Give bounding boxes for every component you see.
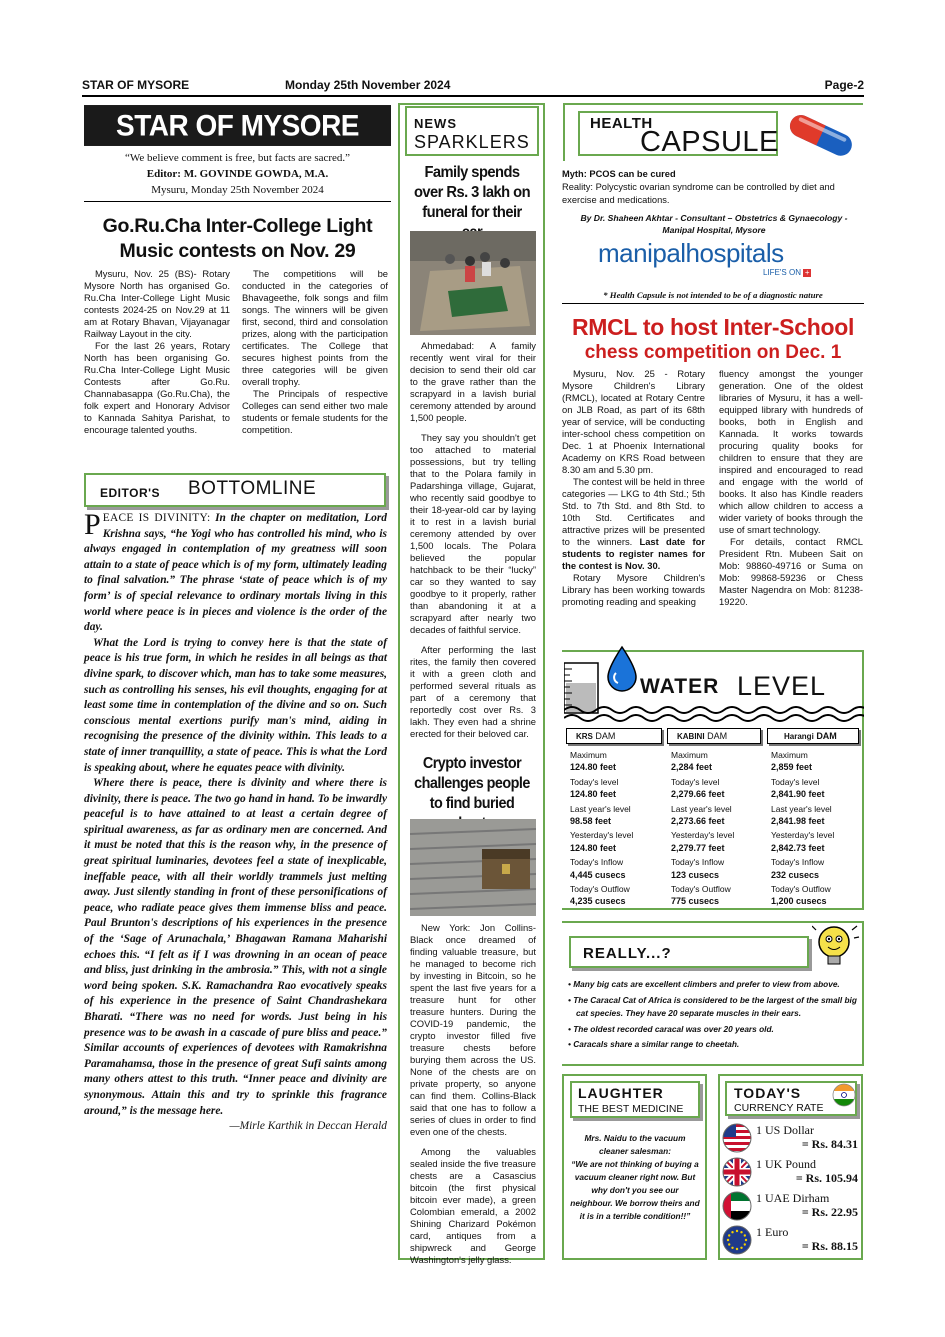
rmcl-paragraph	[562, 476, 705, 572]
stat-value: 2,273.66 feet	[671, 816, 725, 827]
rmcl-paragraph: Mysuru, Nov. 25 - Rotary Mysore Children's Library (RMCL), located at Rotary Centre on JLB Road, as part of its 68th year of service, will be conducting inter-school chess competition on Dec. 1 at Phoenix International Academy on KRS Road between 8.30 am and 5.30 pm.	[562, 368, 705, 475]
myth-text: Myth: PCOS can be cured	[562, 169, 676, 179]
joke-intro: Mrs. Naidu to the vacuum cleaner salesman:	[584, 1133, 686, 1156]
stat-label: Today's Inflow	[671, 857, 725, 868]
fact-item: • The Caracal Cat of Africa is considered to be the largest of the small big cat species. They have 20 separate muscles in their ears.	[568, 994, 857, 1018]
stat-value: 2,279.66 feet	[671, 789, 725, 800]
currency-label-bold: TODAY'S	[734, 1085, 802, 1101]
dam-stats	[566, 749, 662, 908]
story2-body	[410, 922, 536, 1266]
bottomline-para: Where there is peace, there is divinity and where there is divinity, there is peace. The two go hand in hand. To be inwardly peaceful is to have attained to at least a certain degree of spiritual awareness, as far as ordinary men are concerned. And it must be noted that this is the reason why, in the presence of great spiritual luminaries, devotees feel a state of inexplicable, ineffable peace, with all their worldly trammels just melting away. Just silently standing in front of these personifications of peace, who radiate peace gives them immense bliss and peace. Paul Brunton's descriptions of his experiences in the presence of the ‘Sage of Arunachala,’ Bhagawan Ramana Maharishi echoes this. “I felt as if I was drowning in an ocean of peace and bliss, just drinking in the ambrosia.” This, with not a single word being spoken. S.K. Ramachandra Rao evocatively speaks of his experience in the presence of Saint Chandrashekara Bharati. “There was no need for words. Just being in his presence was to be awash in a cascade of pure bliss and peace.” Similar accounts of experiences of devotees with Ramakrishna Paramahamsa, those in the presence of great Sufi saints among many others attest to this truth. “Inner peace and divinity are synonymous. Attain this and try to sprinkle this fragrance around,” is the message here.	[84, 777, 387, 1117]
article-paragraph: The Principals of respective Colleges can send either two male students or female students for the competition.	[242, 388, 388, 435]
bottomline-body	[84, 508, 387, 1135]
article-col-1	[84, 268, 230, 436]
dam-header	[566, 728, 662, 744]
stat-value: 4,445 cusecs	[570, 869, 626, 880]
article-headline: Go.Ru.Cha Inter-College Light Music contests on Nov. 29	[102, 215, 373, 262]
us-flag-icon	[722, 1123, 752, 1153]
rmcl-col-1	[562, 368, 705, 608]
article-paragraph: The competitions will be conducted in the categories of Bhavageethe, folk songs and film songs. The winners will be given first, second, third and consolation prizes, along with the participation certificates. The College that secures highest points from the three categories will be given overall trophy.	[242, 268, 388, 387]
capsule-icon	[778, 108, 863, 163]
lead-in: EACE IS DIVINITY:	[102, 512, 211, 524]
manipal-tagline	[763, 268, 811, 277]
drop-cap: P	[84, 508, 101, 541]
health-label-light: CAPSULE	[640, 126, 779, 158]
dam-name: KABINI	[677, 732, 705, 741]
issue-date: Monday 25th November 2024	[285, 78, 451, 92]
masthead-logo: STAR OF MYSORE	[84, 105, 391, 146]
rmcl-text: The contest will be held in three categories — LKG to 4th Std.; 5th Std. to 7th Std. and 8th Std. to 10th Std. Certificates and attractive prizes will be presented to the winners.	[562, 476, 705, 547]
paper-name: STAR OF MYSORE	[82, 78, 190, 92]
rmcl-deadline: Last date for students to register names for the contest is Nov. 30.	[562, 536, 705, 571]
story-paragraph: New York: Jon Collins-Black once dreamed of finding valuable treasure, but he managed to become rich by investing in Bitcoin, so he spent the last five years for a treasure hunt for other treasure hunters. During the COVID-19 pandemic, the crypto investor filled five treasure chests before burying them across the US. None of the chests are on private property, so anyone can find them. Collins-Black said that one has to follow a series of clues in order to find even one of the chests.	[410, 922, 536, 1137]
currency-value: = Rs. 22.95	[801, 1205, 858, 1219]
india-flag-icon	[832, 1083, 856, 1107]
rmcl-headline	[562, 313, 864, 365]
stat-label: Yesterday's level	[570, 830, 634, 841]
stat-value: 98.58 feet	[570, 816, 612, 827]
dam-stats	[767, 749, 859, 908]
funeral-photo	[410, 231, 536, 335]
rmcl-paragraph: Rotary Mysore Children's Library has been working towards promoting reading and speaking	[562, 572, 705, 607]
masthead-block	[84, 150, 391, 198]
stat-label: Today's Outflow	[671, 884, 731, 895]
stat-label: Today's level	[771, 776, 820, 787]
stat-value: 2,841.98 feet	[771, 816, 825, 827]
laughter-label-bold: LAUGHTER	[578, 1085, 664, 1101]
stat-value: 2,841.90 feet	[771, 789, 825, 800]
currency-value: = Rs. 84.31	[801, 1137, 858, 1151]
stat-label: Maximum	[570, 750, 607, 760]
manipal-logo: manipalhospitals	[598, 238, 784, 268]
sparklers-label-box	[405, 106, 539, 156]
joke-text	[570, 1132, 700, 1223]
stat-label: Today's Outflow	[570, 884, 630, 895]
article-col-2	[242, 268, 388, 436]
rmcl-headline-1: RMCL to host Inter-School	[571, 314, 855, 340]
stat-label: Last year's level	[570, 803, 631, 814]
water-label-light: LEVEL	[737, 671, 827, 701]
stat-label: Today's Inflow	[570, 857, 624, 868]
story1-body	[410, 340, 536, 740]
health-body	[562, 168, 864, 207]
stat-label: Maximum	[671, 750, 708, 760]
dateline: Mysuru, Monday 25th November 2024	[151, 184, 324, 196]
stat-value: 2,284 feet	[671, 762, 713, 773]
stat-label: Last year's level	[771, 803, 832, 814]
stat-value: 123 cusecs	[671, 869, 720, 880]
dam-suffix: DAM	[595, 731, 616, 741]
fact-text: The Caracal Cat of Africa is considered to be the largest of the small big cat species. They have 20 separate muscles in their ears.	[573, 994, 857, 1018]
rmcl-paragraph: For details, contact RMCL President Rtn. Mubeen Sait on Mob: 98860-49716 or Suma on Mob: 99868-59236 or Chess Master Nagendra on Mob: 81238-19220.	[719, 536, 863, 607]
dam-header	[767, 728, 859, 744]
editor-line: Editor: M. GOVINDE GOWDA, M.A.	[146, 168, 329, 180]
eu-flag-icon	[722, 1225, 752, 1255]
fact-text: Caracals share a similar range to cheetah.	[573, 1039, 740, 1049]
stat-value: 124.80 feet	[570, 762, 617, 773]
plus-icon: +	[804, 268, 810, 277]
stat-label: Today's level	[671, 776, 720, 787]
stat-value: 775 cusecs	[671, 896, 720, 907]
stat-value: 1,200 cusecs	[771, 896, 827, 907]
currency-unit: 1 UK Pound	[756, 1157, 817, 1171]
uae-flag-icon	[722, 1191, 752, 1221]
rmcl-paragraph: fluency amongst the younger generation. One of the oldest libraries of Mysuru, it has a well-equipped library with hundreds of books, both in English and Kannada. It works towards procuring quality books for children to ensure that they are inspired and encouraged to read and engage with the world of books. It also has Kindle readers which allow children to access a wider variety of books through the use of smart technology.	[719, 368, 863, 535]
story2-headline: Crypto investor challenges people to find buried	[414, 755, 530, 812]
stat-value: 2,859 feet	[771, 762, 813, 773]
stat-value: 124.80 feet	[570, 789, 617, 800]
currency-unit: 1 US Dollar	[756, 1123, 814, 1137]
bottomline-para: In the chapter on meditation, Lord Krishna says, “he Yogi who has controlled his mind, who is always engaged in contemplation of my greatness will soon attain to a state of peace which is of my form, ultimately leading to final salvation.” The phrase ‘state of peace which is of my form’ is of special relevance to ordinary mortals living in this world where peace is in pieces and violence is the order of the day.	[84, 512, 387, 634]
dam-suffix: DAM	[707, 731, 728, 741]
currency-row	[756, 1123, 858, 1151]
health-label-box	[578, 111, 778, 156]
motto: “We believe comment is free, but facts are sacred.”	[124, 152, 351, 164]
stat-value: 2,842.73 feet	[771, 842, 825, 853]
article-paragraph: Mysuru, Nov. 25 (BS)- Rotary Mysore North has organised Go. Ru.Cha Inter-College Light Music contests 2024-25 on Nov.29 at 11 am at Rotary Bhavan, Vijayanagar Railway Layout in the city.	[84, 268, 230, 339]
currency-row	[756, 1191, 858, 1219]
water-label-bold: WATER	[640, 675, 720, 698]
wave-divider	[564, 702, 864, 724]
fact-text: Many big cats are excellent climbers and prefer to view from above.	[573, 979, 840, 989]
page-header	[82, 77, 864, 97]
tagline-text: LIFE'S ON	[763, 268, 801, 277]
stat-label: Today's Outflow	[771, 884, 831, 895]
currency-row	[756, 1225, 858, 1253]
dam-kabini	[667, 728, 761, 908]
currency-row	[756, 1157, 858, 1185]
bottomline-label-bold: EDITOR'S	[100, 486, 160, 500]
dam-name: KRS	[576, 732, 593, 741]
dam-suffix: DAM	[816, 731, 837, 741]
really-label-box	[569, 936, 809, 968]
stat-label: Today's Inflow	[771, 857, 825, 868]
stat-label: Yesterday's level	[771, 830, 835, 841]
currency-unit: 1 Euro	[756, 1225, 789, 1239]
really-label: REALLY...?	[583, 945, 672, 962]
stat-label: Yesterday's level	[671, 830, 735, 841]
bottomline-label-box	[84, 473, 386, 507]
stat-value: 124.80 feet	[570, 842, 617, 853]
currency-label-light: CURRENCY RATE	[734, 1102, 824, 1114]
health-disclaimer: * Health Capsule is not intended to be of a diagnostic nature	[603, 290, 823, 300]
dam-krs	[566, 728, 662, 908]
stat-value: 4,235 cusecs	[570, 896, 626, 907]
dam-harangi	[767, 728, 859, 908]
laughter-label-light: THE BEST MEDICINE	[578, 1103, 684, 1115]
sparklers-label-bold: NEWS	[414, 116, 457, 131]
laughter-label-box	[570, 1081, 700, 1118]
dam-header	[667, 728, 761, 744]
bottomline-para: What the Lord is trying to convey here is that the state of peace is his true form, in which he resides in all beings as that divine spark, to discover which, man has to take some measures, such as controlling his senses, his evil thoughts, engaging for at least some time in contemplation of the divine and so on. Such conscious mental exertions purify man's mind, aiding in recognising the presence of the divinity within. This leads to a state of inner tranquillity, a state of peace. This is what the Lord is speaking about, where he equates peace with divinity.	[84, 636, 387, 774]
stat-label: Last year's level	[671, 803, 732, 814]
joke-body: “We are not thinking of buying a vacuum cleaner right now. But why don't you see our neighbour. We borrow theirs and it is in a terrible condition!!”	[570, 1159, 700, 1221]
dam-name: Harangi	[784, 732, 814, 741]
currency-unit: 1 UAE Dirham	[756, 1191, 830, 1205]
fact-item: • Many big cats are excellent climbers and prefer to view from above.	[568, 979, 840, 989]
health-label-bold: HEALTH	[590, 115, 653, 132]
story-paragraph: After performing the last rites, the family then covered it with a green cloth and performed several rituals as part of a ceremony that reportedly cost over Rs. 3 lakh. They even had a shrine erected for their beloved car.	[410, 644, 536, 739]
health-byline: By Dr. Shaheen Akhtar - Consultant – Obstetrics & Gynaecology - Manipal Hospital, Mysore	[580, 213, 848, 235]
bottomline-label-light: BOTTOMLINE	[188, 478, 317, 499]
reality-text: Reality: Polycystic ovarian syndrome can be controlled by diet and exercise and medications.	[562, 182, 835, 205]
uk-flag-icon	[722, 1157, 752, 1187]
fact-item: • Caracals share a similar range to cheetah.	[568, 1039, 740, 1049]
bottomline-credit: —Mirle Karthik in Deccan Herald	[229, 1120, 387, 1133]
stat-value: 232 cusecs	[771, 869, 820, 880]
fact-text: The oldest recorded caracal was over 20 years old.	[573, 1023, 774, 1034]
lightbulb-icon	[812, 922, 860, 974]
story-paragraph: Among the valuables sealed inside the five treasure chests are a Casascius bitcoin (the first physical bitcoin ever made), a green Colombian emerald, a 2002 Shining Charizard Pokémon card, antiques from a shipwreck and George Washington's jelly glass.	[410, 1146, 536, 1265]
stat-value: 2,279.77 feet	[671, 842, 725, 853]
stat-label: Today's level	[570, 776, 619, 787]
currency-value: = Rs. 88.15	[801, 1239, 858, 1253]
rmcl-headline-2: chess competition on Dec. 1	[584, 342, 842, 363]
currency-value: = Rs. 105.94	[795, 1171, 858, 1185]
story1-headline: Family spends over Rs. 3 lakh on funeral for their	[413, 164, 531, 221]
stat-label: Maximum	[771, 750, 808, 760]
story-paragraph: They say you shouldn't get too attached to material possessions, but try telling that to the Polara family in Padarshinga village, Gujarat, who recently said goodbye to their 18-year-old car by laying it to rest in a lavish burial ceremony attended by over 1,500 locals. The Polara believed the popular hatchback to be their “lucky” car so they wanted to say goodbye to it properly, rather than abandoning it at a scrapyard after nearly two decades of faithful service.	[410, 432, 536, 635]
story-paragraph: Ahmedabad: A family recently went viral for their decision to send their old car to the grave rather than the scrapyard in a lavish burial ceremony attended by around 1,500 people.	[410, 340, 536, 423]
rmcl-col-2	[719, 368, 863, 608]
dam-stats	[667, 749, 761, 908]
article-paragraph: For the last 26 years, Rotary North has been organising Go. Ru.Cha Inter-College Light Music Contests after Go.Ru. Channabasappa (Go.Ru.Cha), the folk expert and Honorary Advisor to Kannada Sahitya Parishat, to encourage talented youths.	[84, 340, 230, 435]
really-facts	[568, 978, 862, 1052]
fact-item: • The oldest recorded caracal was over 20 years old.	[568, 1023, 774, 1034]
treasure-photo	[410, 819, 536, 916]
sparklers-label-light: SPARKLERS	[414, 132, 530, 152]
page-number: Page-2	[824, 78, 864, 92]
